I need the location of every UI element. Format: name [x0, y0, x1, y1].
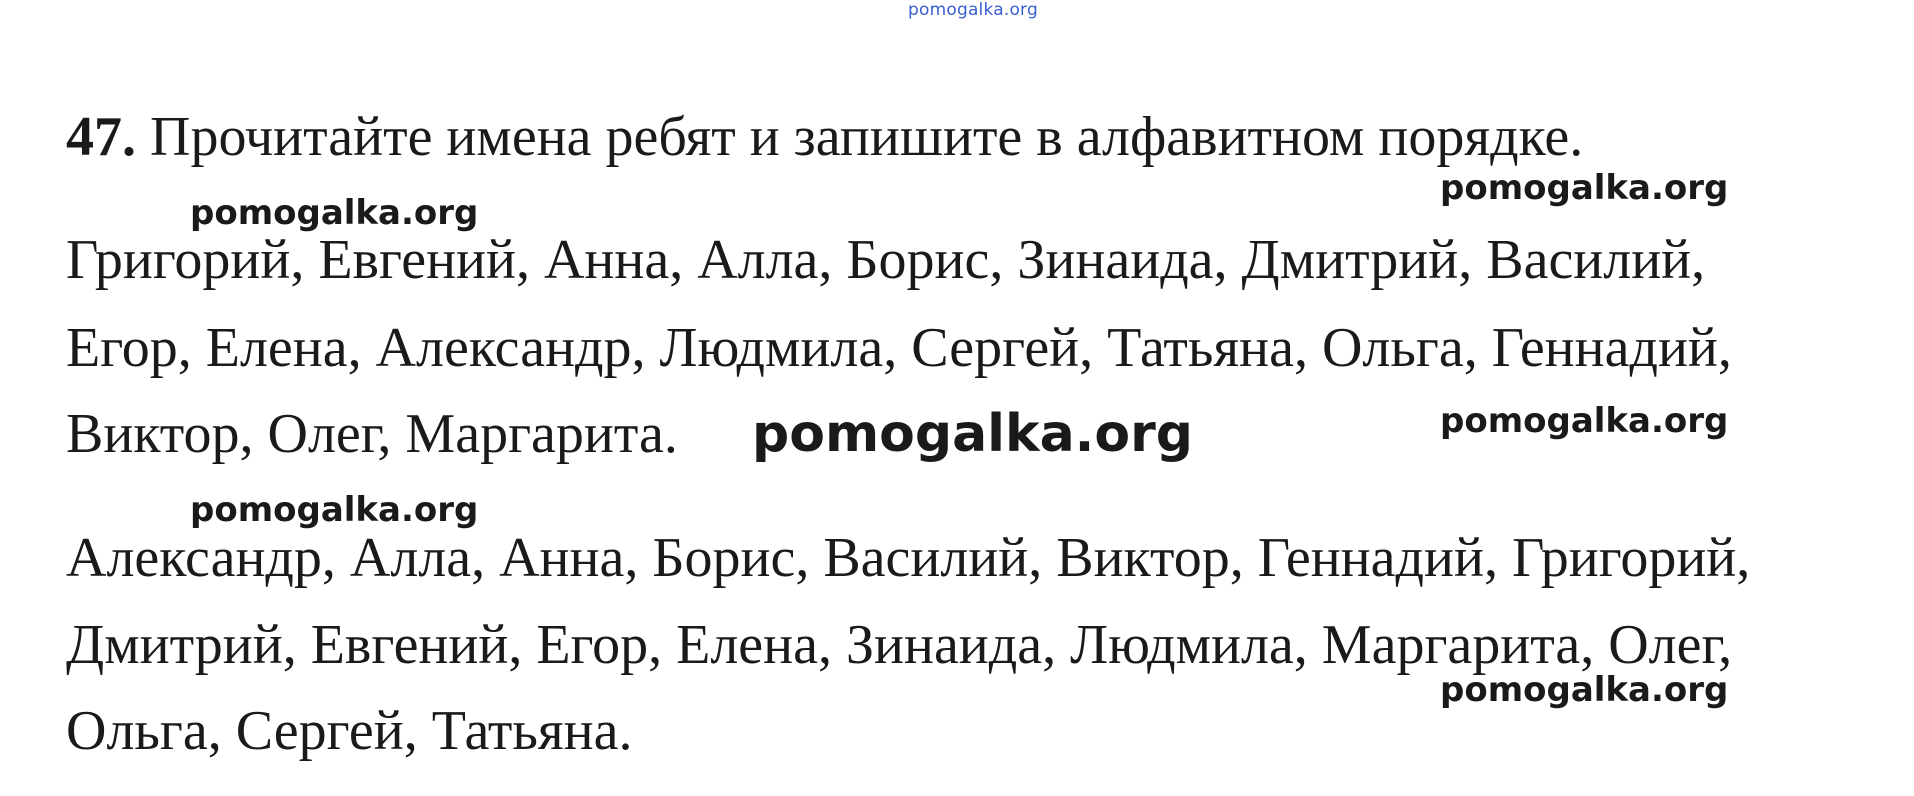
task-heading: [66, 106, 1584, 168]
task-instruction: Прочитайте имена ребят и запишите в алфавитном порядке.: [150, 106, 1584, 168]
task-number: 47.: [66, 106, 136, 168]
answer-line: Ольга, Сергей, Татьяна.: [66, 700, 633, 762]
site-header-link[interactable]: pomogalka.org: [908, 0, 1038, 20]
watermark: pomogalka.org: [1440, 168, 1729, 208]
question-line: Григорий, Евгений, Анна, Алла, Борис, Зинаида, Дмитрий, Василий,: [66, 229, 1706, 291]
question-line: Виктор, Олег, Маргарита.: [66, 403, 678, 465]
answer-line: Александр, Алла, Анна, Борис, Василий, Виктор, Геннадий, Григорий,: [66, 527, 1751, 589]
answer-line: Дмитрий, Евгений, Егор, Елена, Зинаида, Людмила, Маргарита, Олег,: [66, 614, 1733, 676]
watermark: pomogalka.org: [1440, 401, 1729, 441]
question-line: Егор, Елена, Александр, Людмила, Сергей, Татьяна, Ольга, Геннадий,: [66, 317, 1732, 379]
watermark: pomogalka.org: [190, 193, 479, 233]
watermark-large: pomogalka.org: [752, 404, 1194, 464]
watermark: pomogalka.org: [190, 490, 479, 530]
watermark: pomogalka.org: [1440, 670, 1729, 710]
